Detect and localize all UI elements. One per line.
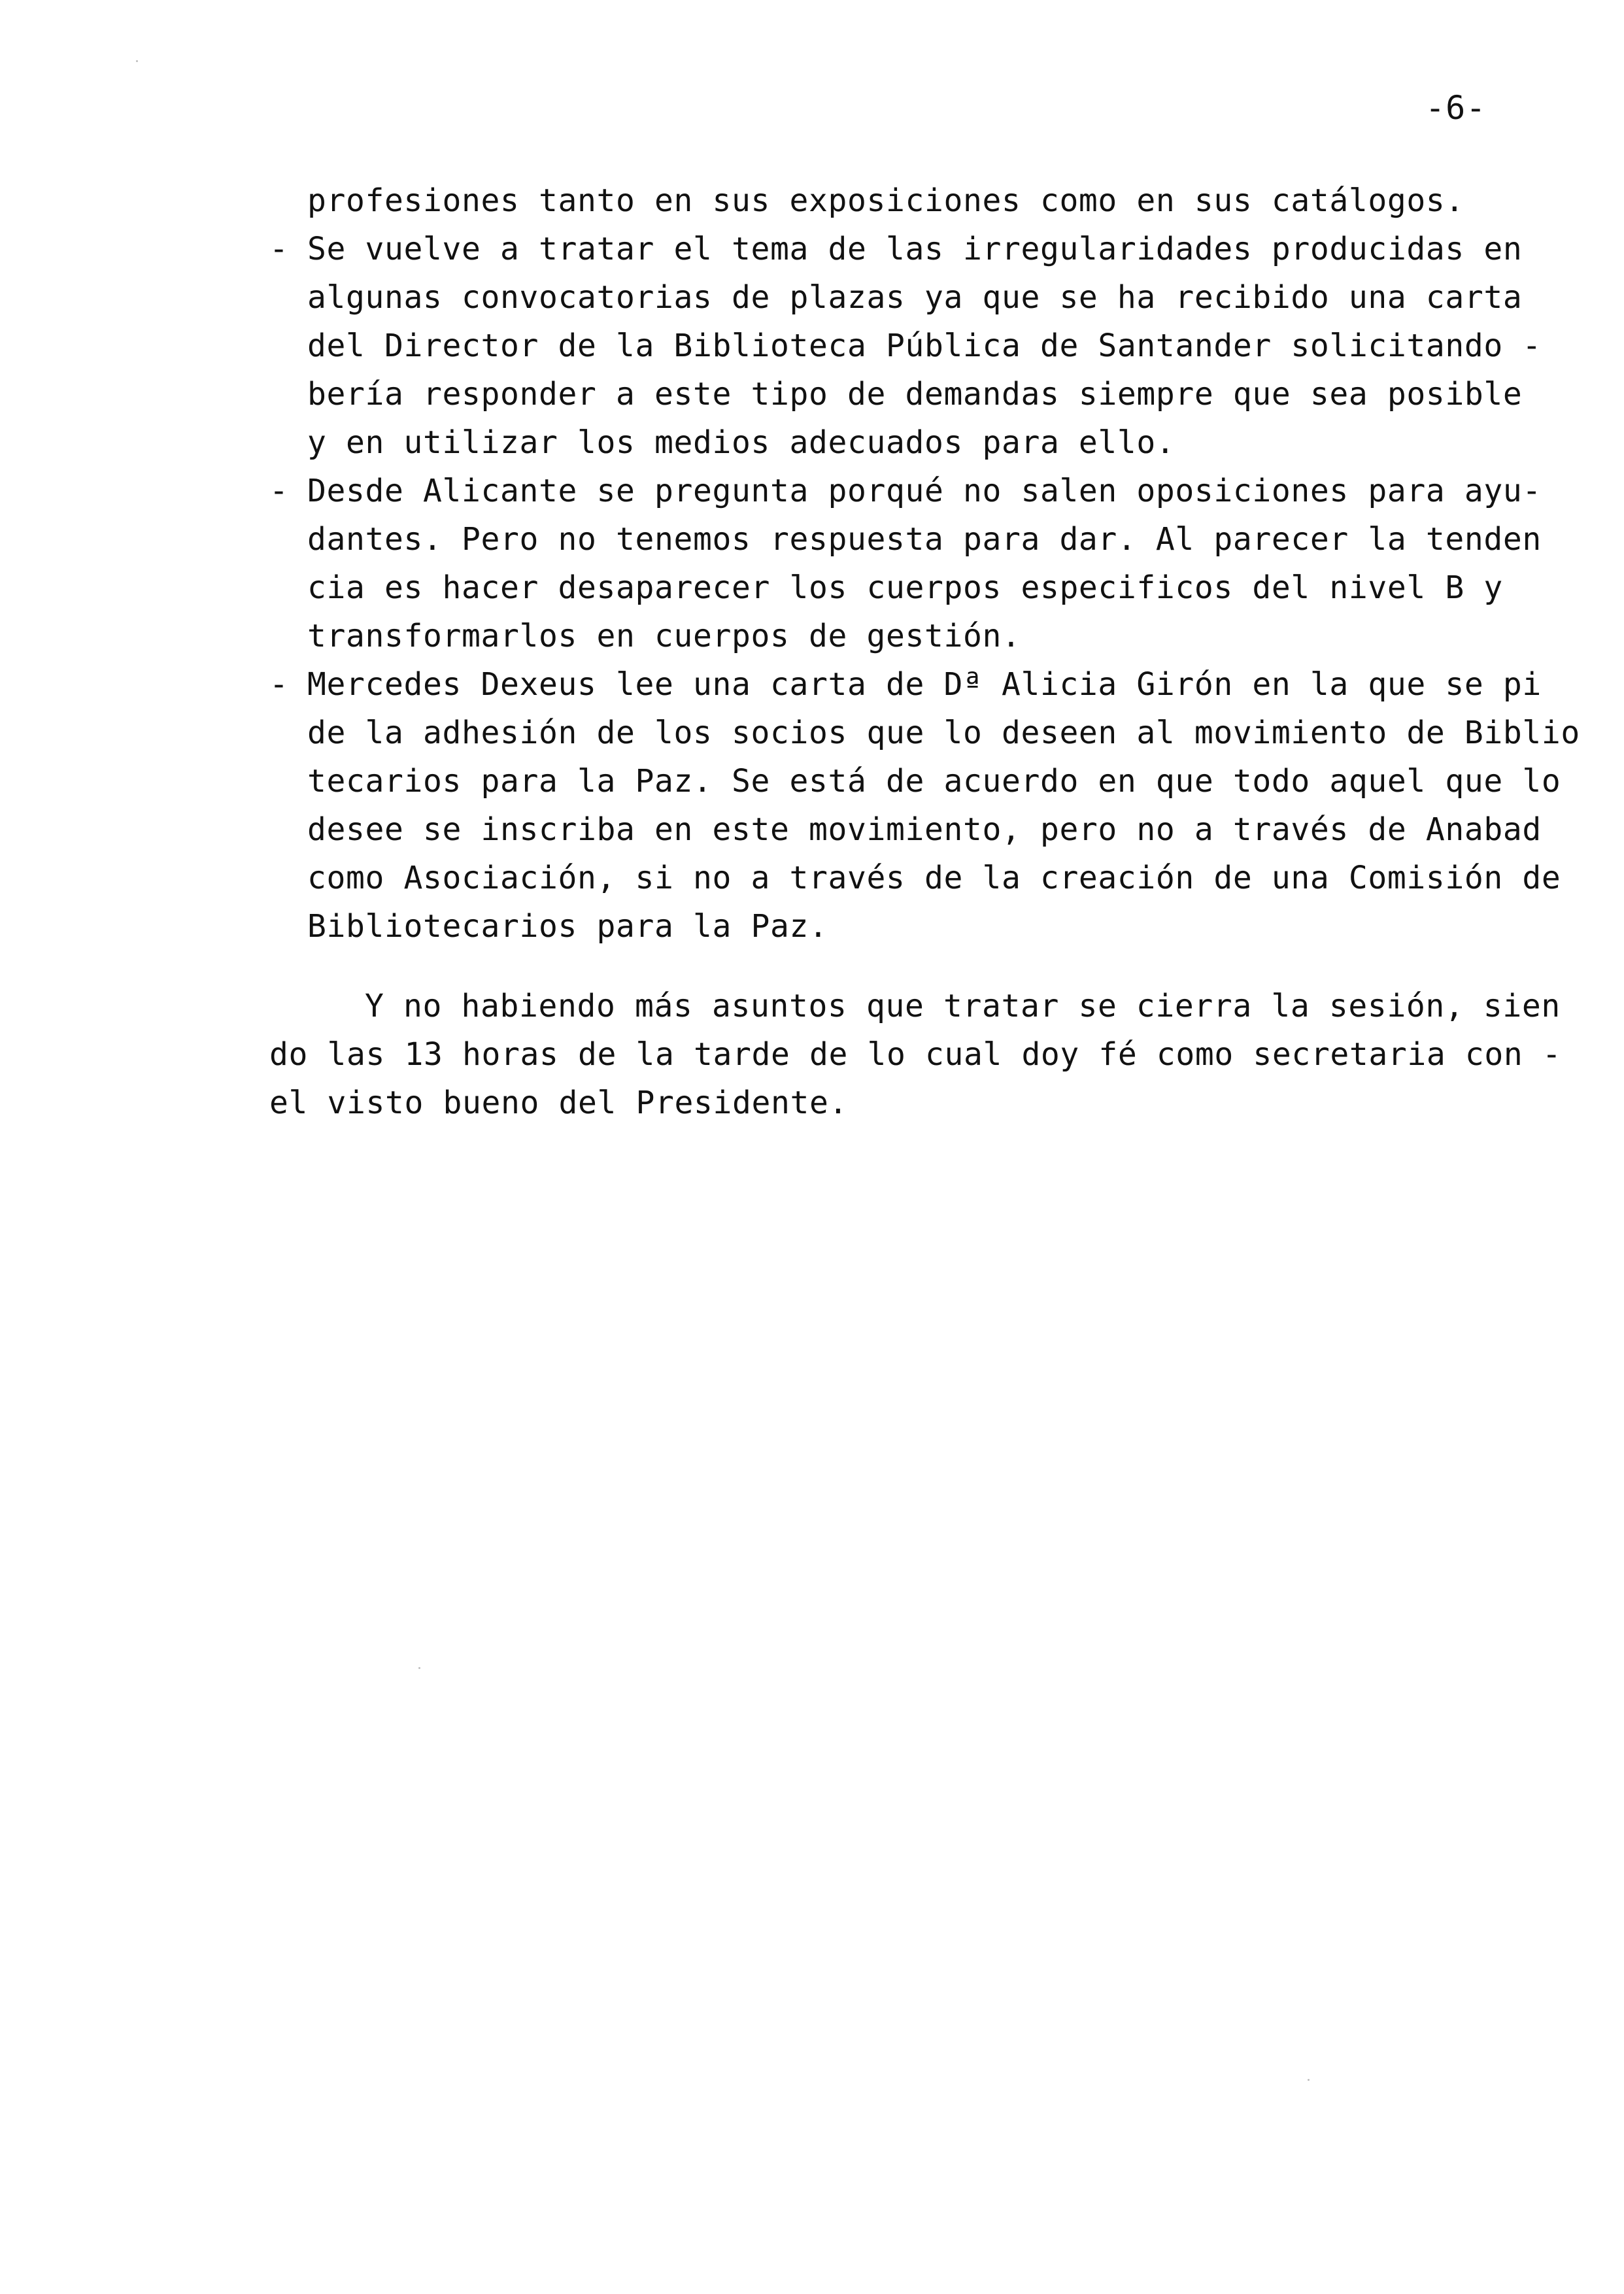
scan-speck xyxy=(136,60,138,62)
item-1-line-3: del Director de la Biblioteca Pública de Santander solicitando - xyxy=(307,328,1542,364)
item-2-line-4: transformarlos en cuerpos de gestión. xyxy=(307,618,1021,654)
item-3-line-5: como Asociación, si no a través de la creación de una Comisión de xyxy=(307,860,1561,896)
closing-line-2: do las 13 horas de la tarde de lo cual doy fé como secretaria con - xyxy=(269,1036,1562,1073)
bullet-marker-item-3: - xyxy=(269,666,289,703)
scan-speck xyxy=(418,1667,420,1669)
scan-speck xyxy=(1308,2079,1310,2081)
item-1-line-4: bería responder a este tipo de demandas siempre que sea posible xyxy=(307,376,1523,413)
intro-line-1: profesiones tanto en sus exposiciones como en sus catálogos. xyxy=(307,182,1464,219)
item-3-line-2: de la adhesión de los socios que lo deseen al movimiento de Biblio xyxy=(307,715,1580,751)
closing-line-3: el visto bueno del Presidente. xyxy=(269,1085,848,1121)
item-3-line-4: desee se inscriba en este movimiento, pero no a través de Anabad xyxy=(307,811,1542,848)
bullet-marker-item-2: - xyxy=(269,473,289,509)
item-3-line-1: Mercedes Dexeus lee una carta de Dª Alicia Girón en la que se pi xyxy=(307,666,1542,703)
item-2-line-2: dantes. Pero no tenemos respuesta para dar. Al parecer la tenden xyxy=(307,521,1542,558)
bullet-marker-item-1: - xyxy=(269,231,289,267)
item-3-line-3: tecarios para la Paz. Se está de acuerdo en que todo aquel que lo xyxy=(307,763,1561,800)
item-2-line-3: cia es hacer desaparecer los cuerpos especificos del nivel B y xyxy=(307,569,1503,606)
item-1-line-5: y en utilizar los medios adecuados para ello. xyxy=(307,424,1176,461)
page-number: -6- xyxy=(1425,89,1487,127)
item-1-line-2: algunas convocatorias de plazas ya que se ha recibido una carta xyxy=(307,279,1523,316)
item-2-line-1: Desde Alicante se pregunta porqué no salen oposiciones para ayu- xyxy=(307,473,1542,509)
closing-line-1: Y no habiendo más asuntos que tratar se cierra la sesión, sien xyxy=(365,988,1561,1024)
item-3-line-6: Bibliotecarios para la Paz. xyxy=(307,908,828,945)
item-1-line-1: Se vuelve a tratar el tema de las irregularidades producidas en xyxy=(307,231,1523,267)
